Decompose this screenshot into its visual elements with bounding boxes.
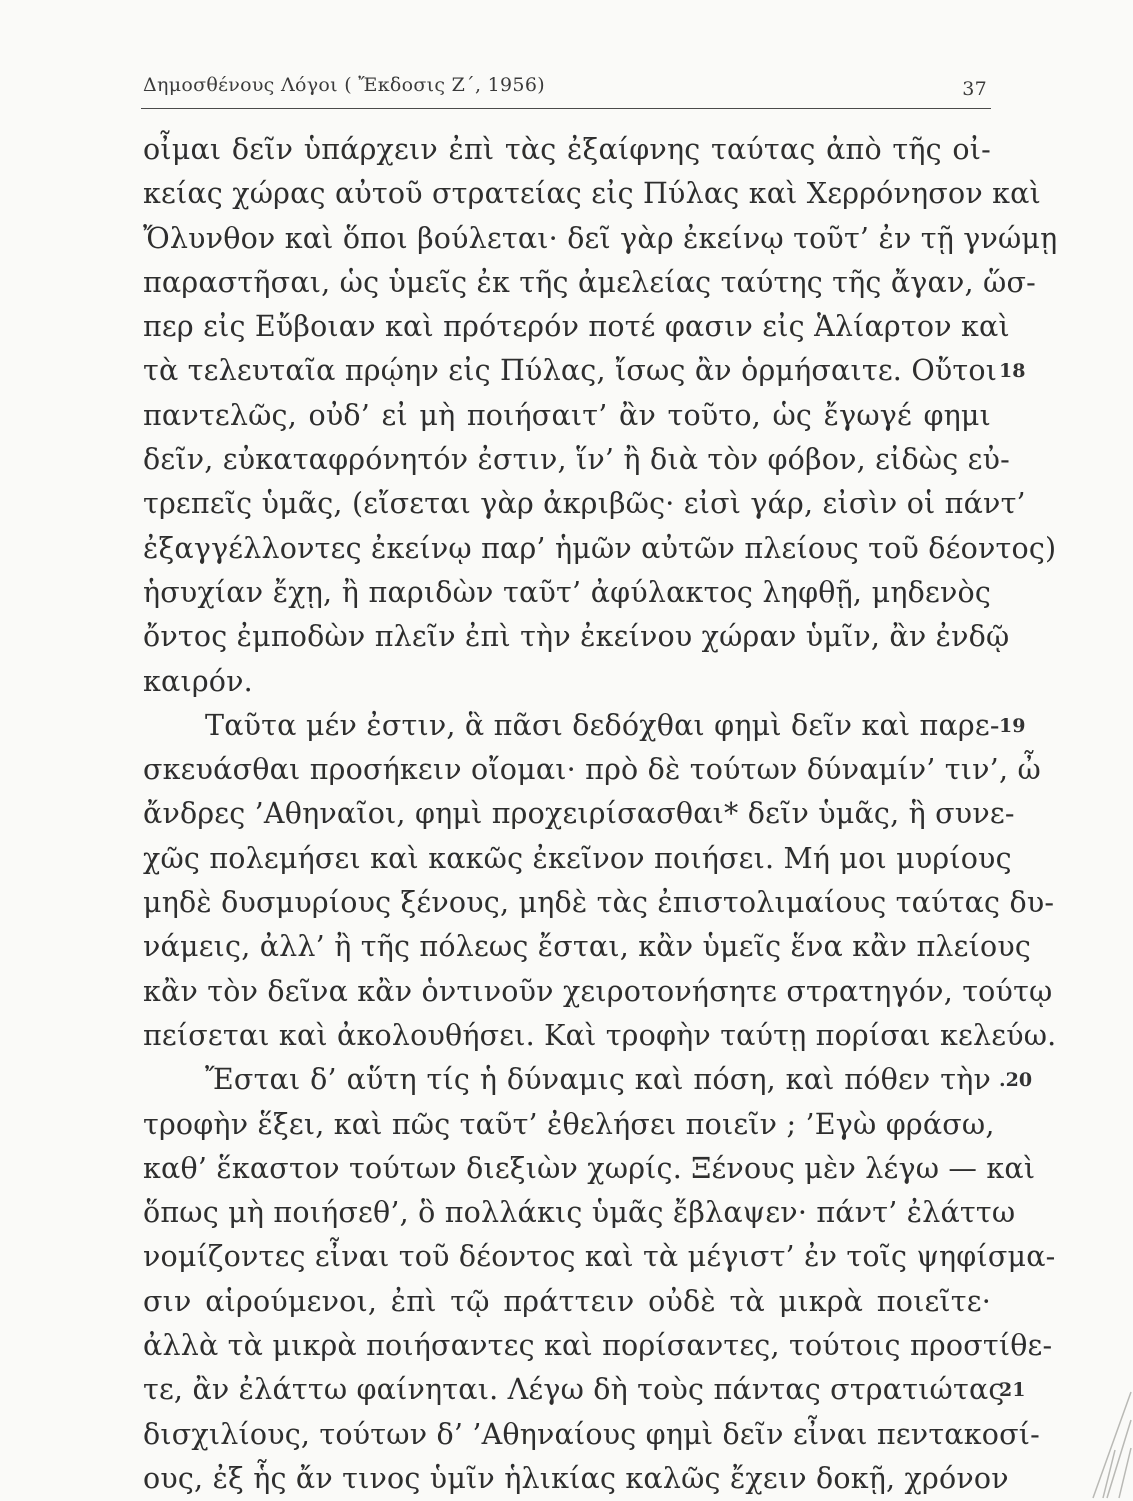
text-line [143,482,1026,526]
text-line [143,1457,1009,1501]
text-line [143,660,991,704]
text-line-content: καθ’ ἕκαστον τούτων διεξιὼν χωρίς. Ξένους μὲν λέγω — καὶ [143,1151,1036,1185]
text-line [143,837,1012,881]
text-line [143,1103,995,1147]
section-number: .20 [999,1069,1033,1092]
text-line [143,261,1036,305]
text-line-content: κείας χώρας αὐτοῦ στρατείας εἰς Πύλας καὶ Χερρόνησον καὶ [143,177,1041,211]
text-line-content: σιν αἱρούμενοι, ἐπὶ τῷ πράττειν οὐδὲ τὰ μικρὰ ποιεῖτε· [143,1284,991,1318]
text-line [143,1191,1016,1235]
text-line [143,172,1041,216]
section-number: 18 [999,360,1026,383]
text-line [143,438,1010,482]
text-line-content: ἄνδρες ’Αθηναῖοι, φημὶ προχειρίσασθαι* δεῖν ὑμᾶς, ἣ συνε- [143,797,1015,831]
text-line-content: παντελῶς, οὐδ’ εἰ μὴ ποιήσαιτ’ ἂν τοῦτο, ὡς ἔγωγέ φημι [143,398,991,432]
text-line [143,394,991,438]
text-line [143,1147,1036,1191]
text-line [143,217,1058,261]
text-line [143,1413,1040,1457]
section-number: 19 [999,714,1026,737]
greek-text-body [143,128,1058,1501]
text-line-content: τροφὴν ἕξει, καὶ πῶς ταῦτ’ ἐθελήσει ποιεῖν ; ’Εγὼ φράσω, [143,1107,995,1141]
section-number: 21 [999,1379,1026,1402]
text-line [143,1280,991,1324]
text-line-content: χῶς πολεμήσει καὶ κακῶς ἐκεῖνον ποιήσει. Μή μοι μυρίους [143,841,1012,875]
text-line [143,1324,1053,1368]
text-line [143,881,1055,925]
text-line-content: ἐξαγγέλλοντες ἐκείνῳ παρ’ ἡμῶν αὐτῶν πλείους τοῦ δέοντος) [143,531,1057,565]
text-line [143,704,1026,748]
text-line [143,792,1015,836]
text-line-content: δισχιλίους, τούτων δ’ ’Αθηναίους φημὶ δεῖν εἶναι πεντακοσί- [143,1417,1040,1451]
text-line [143,1014,1057,1058]
page-number: 37 [962,78,987,100]
text-line-content: καιρόν. [143,664,253,698]
text-line-content: οἶμαι δεῖν ὑπάρχειν ἐπὶ τὰς ἐξαίφνης ταύτας ἀπὸ τῆς οἰ- [143,133,991,166]
text-line-content: τε, ἂν ἐλάττω φαίνηται. Λέγω δὴ τοὺς πάντας στρατιώτας [143,1373,1005,1407]
text-line-content: Ὄλυνθον καὶ ὅποι βούλεται· δεῖ γὰρ ἐκείνῳ τοῦτ’ ἐν τῇ γνώμῃ [143,221,1058,255]
text-line [143,305,1010,349]
text-line [143,527,1057,571]
text-line-content: κἂν τὸν δεῖνα κἂν ὁντινοῦν χειροτονήσητε στρατηγόν, τούτῳ [143,974,1053,1008]
page-corner-scribble-icon [1073,1390,1133,1500]
text-line-content: δεῖν, εὐκαταφρόνητόν ἐστιν, ἵν’ ἢ διὰ τὸν φόβον, εἰδὼς εὐ- [143,443,1010,477]
text-line-content: μηδὲ δυσμυρίους ξένους, μηδὲ τὰς ἐπιστολιμαίους ταύτας δυ- [143,886,1055,920]
text-line-content: Ἔσται δ’ αὕτη τίς ἡ δύναμις καὶ πόση, καὶ πόθεν τὴν [205,1063,991,1097]
text-line-content: σκευάσθαι προσήκειν οἴομαι· πρὸ δὲ τούτων δύναμίν’ τιν’, ὦ [143,753,1041,787]
text-line-content: περ εἰς Εὔβοιαν καὶ πρότερόν ποτέ φασιν εἰς Ἁλίαρτον καὶ [143,310,1010,344]
text-line [143,925,1032,969]
text-line [143,748,1041,792]
text-line-content: τρεπεῖς ὑμᾶς, (εἴσεται γὰρ ἀκριβῶς· εἰσὶ γάρ, εἰσὶν οἱ πάντ’ [143,487,1026,521]
text-line-content: Ταῦτα μέν ἐστιν, ἃ πᾶσι δεδόχθαι φημὶ δεῖν καὶ παρε- [205,708,1000,742]
header-rule [141,108,991,109]
text-line-content: ἀλλὰ τὰ μικρὰ ποιήσαντες καὶ πορίσαντες, τούτοις προστίθε- [143,1329,1053,1363]
text-line-content: τὰ τελευταῖα πρῴην εἰς Πύλας, ἴσως ἂν ὁρμήσαιτε. Οὔτοι [143,354,998,388]
running-head-title: Δημοσθένους Λόγοι ( Ἔκδοσις Ζ΄, 1956) [143,74,545,96]
text-line [143,970,1053,1014]
text-line [143,1235,1056,1279]
text-line-content: παραστῆσαι, ὡς ὑμεῖς ἐκ τῆς ἀμελείας ταύτης τῆς ἄγαν, ὥσ- [143,265,1036,299]
text-line-content: ὅπως μὴ ποιήσεθ’, ὃ πολλάκις ὑμᾶς ἔβλαψεν· πάντ’ ἐλάττω [143,1196,1016,1230]
running-head [143,72,991,102]
text-line [143,349,1026,393]
text-line-content: πείσεται καὶ ἀκολουθήσει. Καὶ τροφὴν ταύτῃ πορίσαι κελεύω. [143,1018,1057,1052]
text-line [143,571,991,615]
text-line [143,128,991,172]
text-line-content: ὄντος ἐμποδὼν πλεῖν ἐπὶ τὴν ἐκείνου χώραν ὑμῖν, ἂν ἐνδῷ [143,620,1010,654]
text-line-content: νομίζοντες εἶναι τοῦ δέοντος καὶ τὰ μέγιστ’ ἐν τοῖς ψηφίσμα- [143,1240,1056,1274]
text-line-content: ἡσυχίαν ἔχῃ, ἢ παριδὼν ταῦτ’ ἀφύλακτος ληφθῇ, μηδενὸς [143,575,991,609]
text-line [143,615,1010,659]
text-line-content: ους, ἐξ ἧς ἄν τινος ὑμῖν ἡλικίας καλῶς ἔχειν δοκῇ, χρόνον [143,1461,1009,1495]
text-line [143,1368,1026,1412]
text-line [143,1058,1033,1102]
text-line-content: νάμεις, ἀλλ’ ἢ τῆς πόλεως ἔσται, κἂν ὑμεῖς ἕνα κἂν πλείους [143,930,1032,964]
